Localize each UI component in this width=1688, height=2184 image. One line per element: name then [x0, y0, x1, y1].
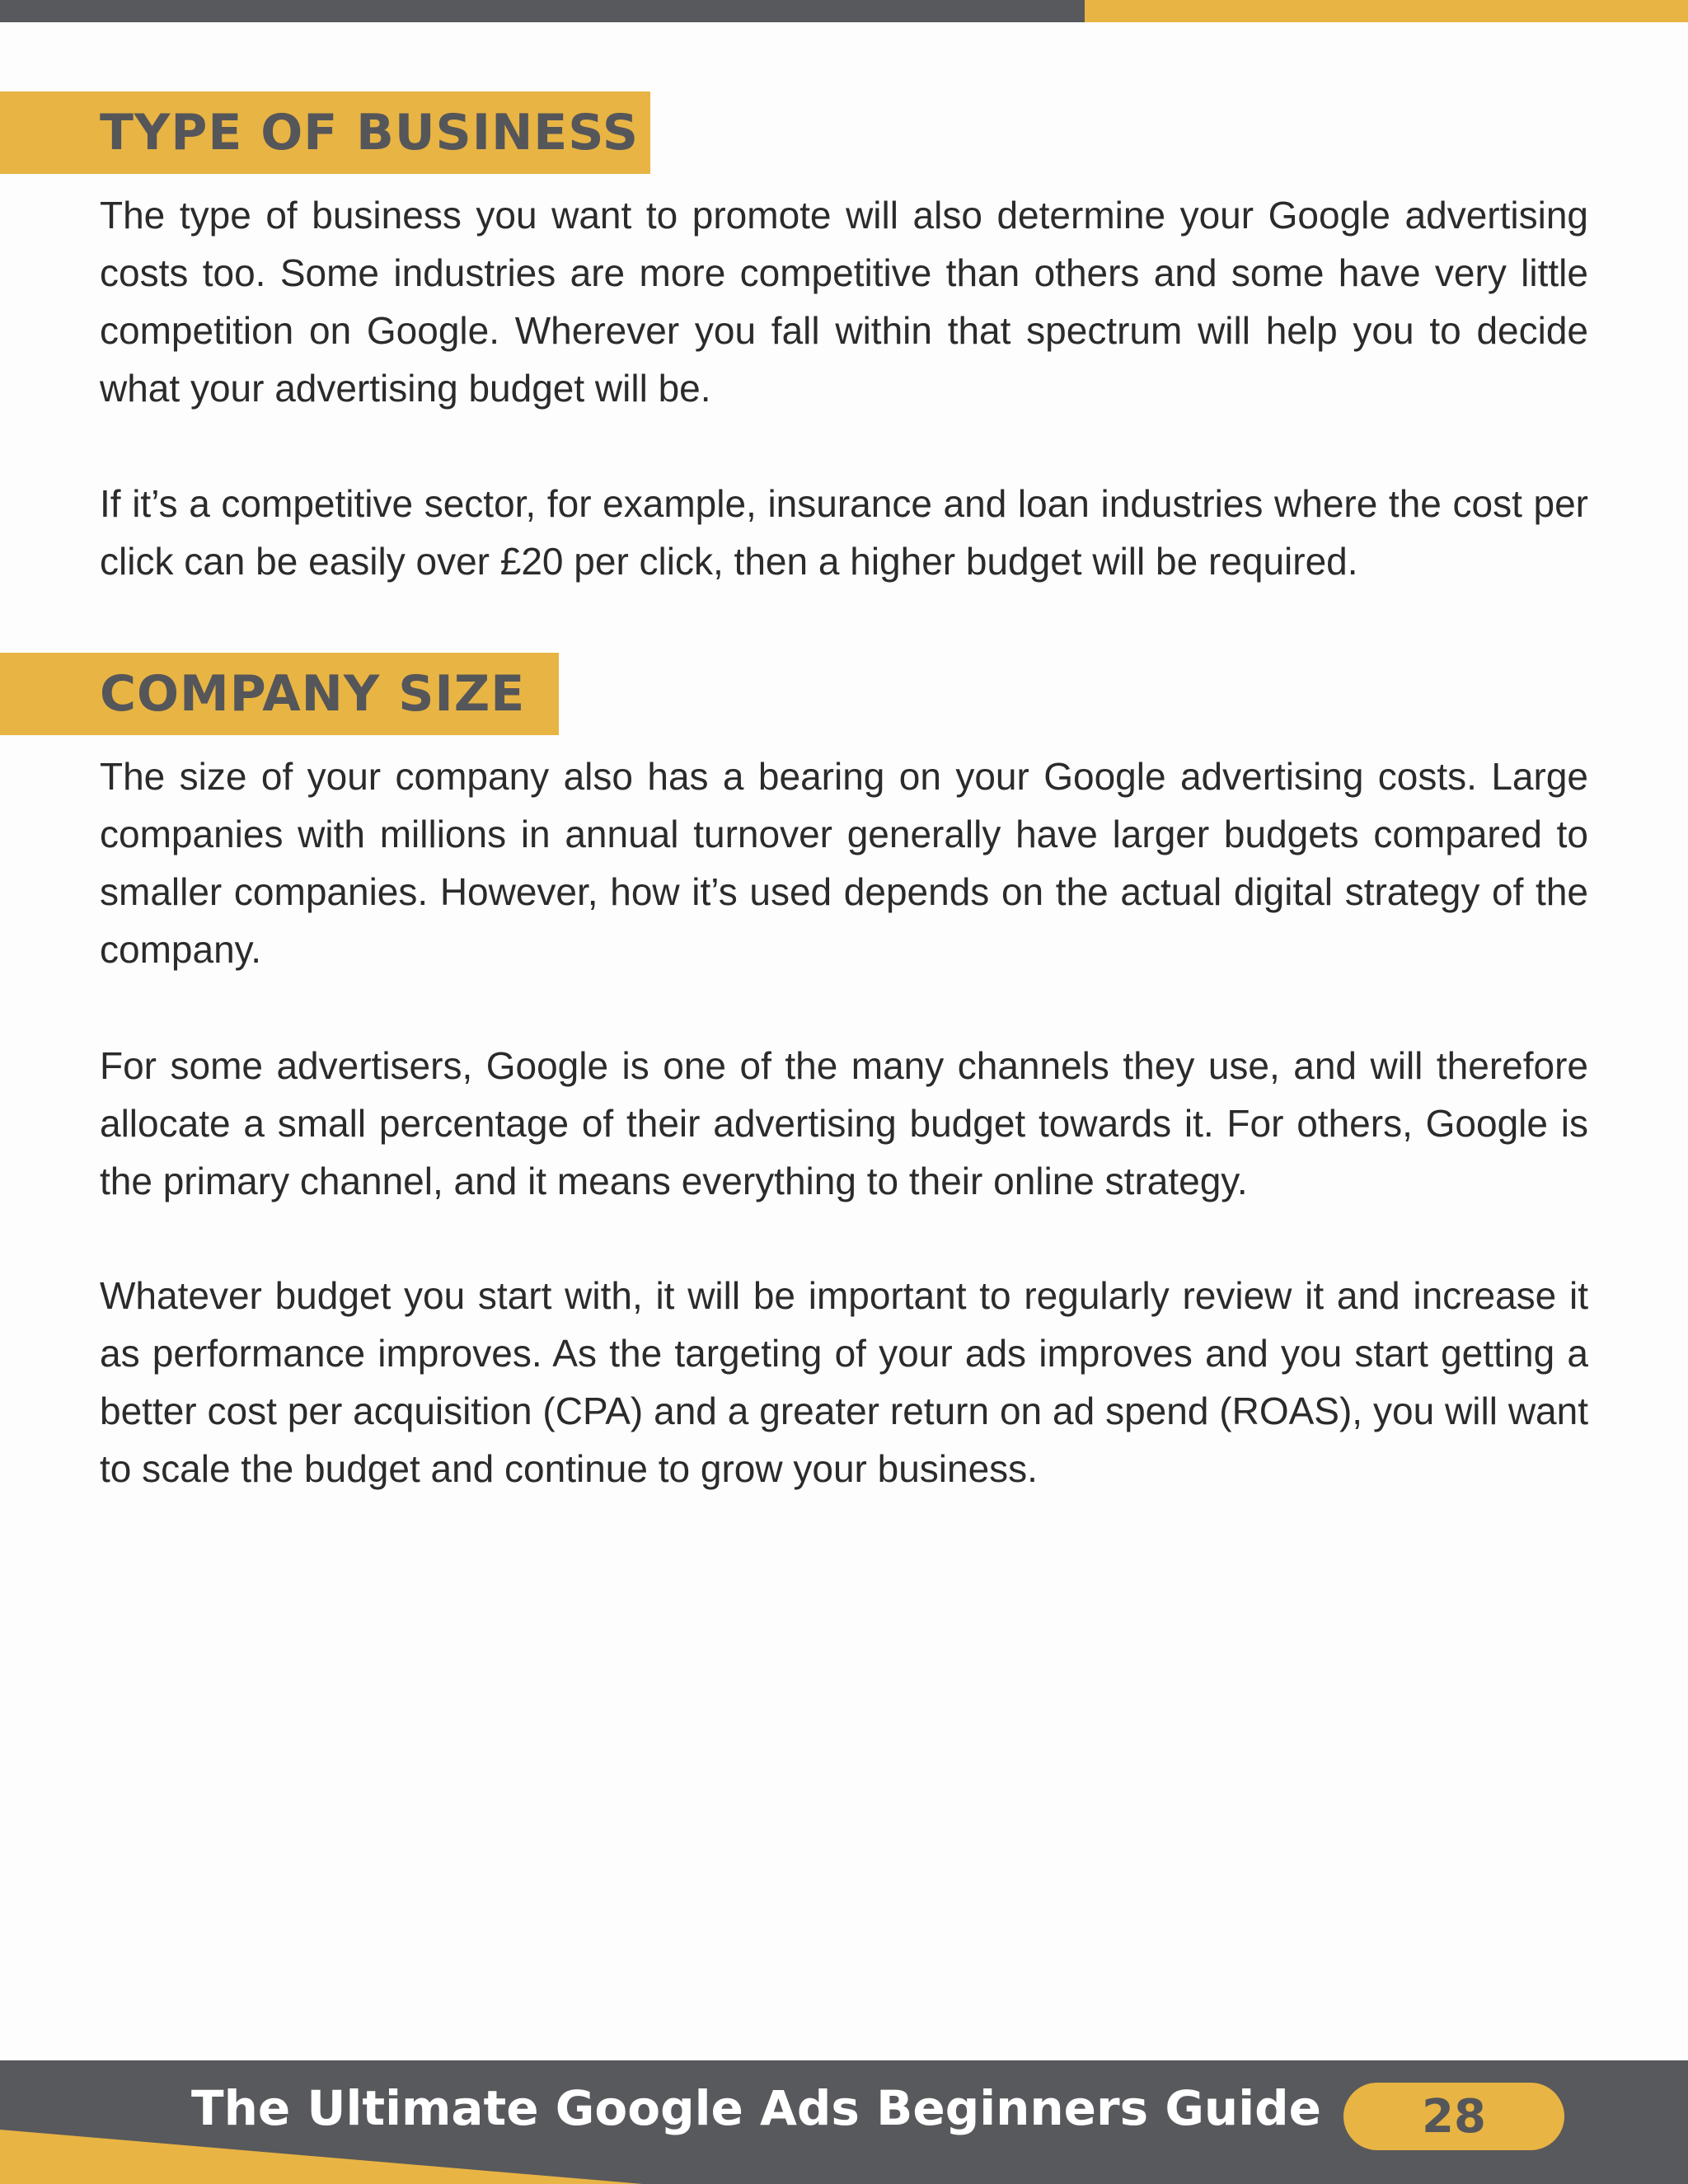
paragraph: For some advertisers, Google is one of the many channels they use, and will therefore allocate a small percentage of their advertising budget towards it. For others, Google is the primary channel, and it means everything to their online strategy. [100, 1044, 1588, 1202]
section-heading-text: COMPANY SIZE [100, 665, 526, 723]
page-number-badge [1343, 2083, 1564, 2150]
paragraph: If it’s a competitive sector, for example, insurance and loan industries where the cost per click can be easily over £20 per click, then a higher budget will be required. [100, 482, 1588, 583]
paragraph: The size of your company also has a bearing on your Google advertising costs. Large companies with millions in annual turnover generally have larger budgets compared to smaller companies. However, how it’s used depends on the actual digital strategy of the company. [100, 755, 1588, 971]
page-number: 28 [1422, 2089, 1486, 2144]
top-bar-gold [1085, 0, 1688, 22]
footer-title: The Ultimate Google Ads Beginners Guide [191, 2080, 1321, 2136]
paragraph: The type of business you want to promote will also determine your Google advertising costs too. Some industries are more competitive than others and some have very little competition on Google. Wherever you fall within that spectrum will help you to decide what your advertising budget will be. [100, 194, 1588, 410]
section-heading-company-size [0, 653, 559, 735]
section-heading-text: TYPE OF BUSINESS [100, 104, 640, 162]
section-heading-type-of-business [0, 91, 650, 174]
top-bar-dark [0, 0, 1085, 22]
paragraph: Whatever budget you start with, it will be important to regularly review it and increase it as performance improves. As the targeting of your ads improves and you start getting a better cost per acquisition (CPA) and a greater return on ad spend (ROAS), you will want to scale the budget and continue to grow your business. [100, 1274, 1588, 1490]
